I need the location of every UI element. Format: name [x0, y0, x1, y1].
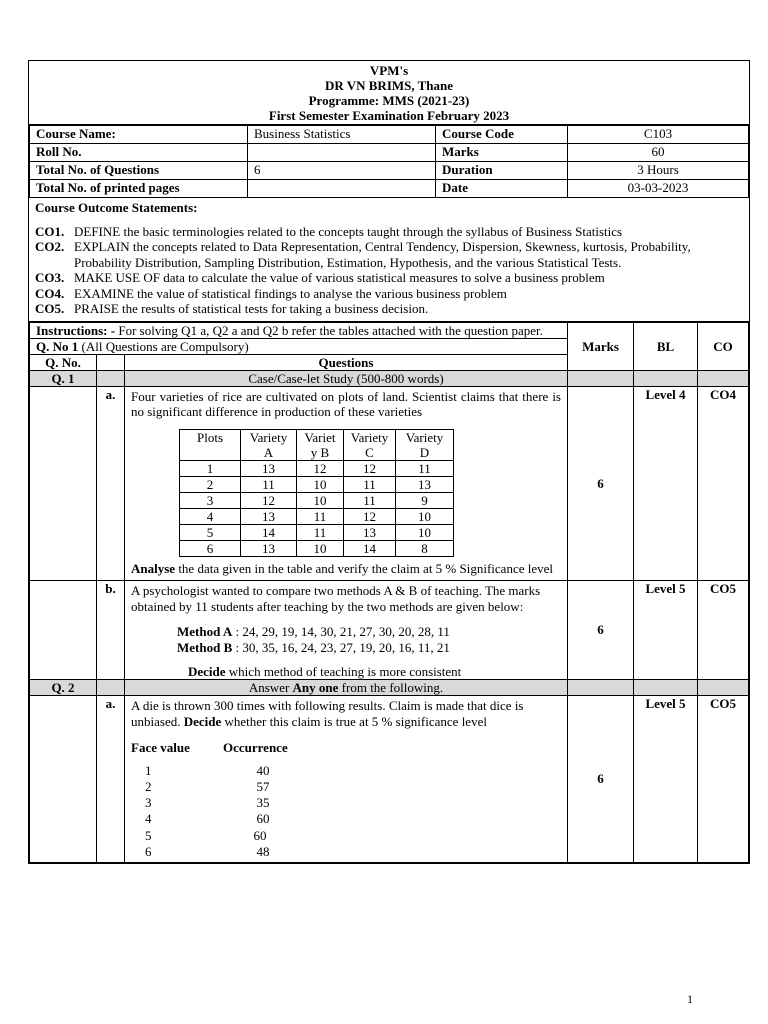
outcome-text: MAKE USE OF data to calculate the value of various statistical measures to solve a business problem: [74, 270, 605, 285]
outcome-item: [35, 270, 743, 286]
list-item: 3 35: [145, 795, 270, 811]
roll-no-label: Roll No.: [30, 144, 248, 162]
list-item: 1 40: [145, 762, 270, 778]
total-questions-value: 6: [248, 162, 436, 180]
q1b-question: [125, 580, 568, 679]
q1b-bl: Level 5: [634, 580, 698, 679]
outcome-text: DEFINE the basic terminologies related to the concepts taught through the syllabus of Business Statistics: [74, 223, 623, 239]
table-row: 4 13 11 12 10: [180, 508, 454, 524]
header-variety-d: Variety D: [396, 429, 454, 460]
q1a-question: [125, 386, 568, 580]
table-row: 3 12 10 11 9: [180, 492, 454, 508]
q1b-text: A psychologist wanted to compare two methods A & B of teaching. The marks obtained by 11 students after teaching by the two methods are given below:: [131, 582, 541, 614]
q2-label: Q. 2: [30, 679, 97, 695]
q1a-bl: Level 4: [634, 386, 698, 580]
instructions-text: For solving Q1 a, Q2 a and Q2 b refer the tables attached with the question paper.: [118, 322, 543, 338]
outcome-text: EXAMINE the value of statistical findings to analyse the various business problem: [74, 285, 507, 301]
q1-label: Q. 1: [30, 370, 97, 386]
col-header-bl: BL: [634, 322, 698, 370]
outcome-text: EXPLAIN the concepts related to Data Representation, Central Tendency, Dispersion, Skewness, kurtosis, Probability, Probability Distribution, Sampling Distribution, Estimation, Hypothesis, and the various Statistical Tests.: [74, 239, 691, 270]
q1a-label: a.: [97, 386, 125, 580]
outcome-item: [35, 239, 743, 270]
q2a-question: [125, 695, 568, 863]
q1-bl-empty: [634, 370, 698, 386]
course-outcomes: [29, 198, 749, 322]
roll-no-value: [248, 144, 436, 162]
list-item: 6 48: [145, 843, 270, 859]
q2-sub-empty: [97, 679, 125, 695]
duration-label: Duration: [436, 162, 568, 180]
q1b-qno-empty: [30, 580, 97, 679]
q2a-marks: 6: [568, 695, 634, 863]
q1a-qno-empty: [30, 386, 97, 580]
outcome-label: CO1.: [35, 223, 65, 239]
col-header-co: CO: [698, 322, 749, 370]
questions-table: [29, 322, 749, 864]
q1b-marks: 6: [568, 580, 634, 679]
course-name-label: Course Name:: [30, 126, 248, 144]
date-label: Date: [436, 180, 568, 198]
rice-varieties-table: [179, 429, 454, 557]
col-header-marks: Marks: [568, 322, 634, 370]
instructions-label: Instructions: -: [36, 322, 116, 338]
q1a-instruction: Analyse the data given in the table and verify the claim at 5 % Significance level: [131, 560, 554, 576]
header-exam-title: First Semester Examination February 2023: [268, 108, 510, 123]
q2a-qno-empty: [30, 695, 97, 863]
header-variety-a: Variety A: [241, 429, 297, 460]
q2-co-empty: [698, 679, 749, 695]
printed-pages-value: [248, 180, 436, 198]
q-no1-note: [30, 338, 568, 354]
q1a-marks: 6: [568, 386, 634, 580]
table-row: 5 14 11 13 10: [180, 524, 454, 540]
page-number: 1: [687, 992, 693, 1006]
q1b-co: CO5: [698, 580, 749, 679]
printed-pages-label: Total No. of printed pages: [30, 180, 248, 198]
course-info-table: [29, 125, 749, 198]
header-programme: Programme: MMS (2021-23): [308, 93, 470, 108]
table-header-row: [180, 429, 454, 460]
outcome-label: CO4.: [35, 285, 65, 301]
outcome-item: [35, 286, 743, 302]
col-header-qno: Q. No.: [30, 354, 97, 370]
list-item: 2 57: [145, 778, 270, 794]
col-header-questions: Questions: [125, 354, 568, 370]
method-b: Method B : 30, 35, 16, 24, 23, 27, 19, 20, 16, 11, 21: [177, 639, 450, 655]
outcome-text: PRAISE the results of statistical tests for taking a business decision.: [74, 301, 429, 316]
table-row: 6 13 10 14 8: [180, 540, 454, 556]
q1-marks-empty: [568, 370, 634, 386]
q-no1-label: Q. No 1: [36, 338, 79, 354]
q2a-text: A die is thrown 300 times with following results. Claim is made that dice is unbiased. Decide whether this claim is true at 5 % significance level: [131, 697, 524, 729]
header-institute-short: VPM's: [369, 63, 409, 78]
q1-sub-empty: [97, 370, 125, 386]
outcome-item: [35, 224, 743, 240]
course-code-value: C103: [568, 126, 749, 144]
course-name-value: Business Statistics: [248, 126, 436, 144]
exam-paper: [28, 60, 750, 864]
list-item: 4 60: [145, 811, 270, 827]
total-questions-label: Total No. of Questions: [30, 162, 248, 180]
method-a: Method A : 24, 29, 19, 14, 30, 21, 27, 30, 20, 28, 11: [177, 623, 450, 639]
instructions: [30, 322, 568, 338]
table-row: 2 11 10 11 13: [180, 476, 454, 492]
q-no1-text: (All Questions are Compulsory): [81, 338, 249, 354]
q1b-label: b.: [97, 580, 125, 679]
header-variety-b: Variet y B: [297, 429, 344, 460]
header-variety-c: Variety C: [344, 429, 396, 460]
course-code-label: Course Code: [436, 126, 568, 144]
table-row: 1 13 12 12 11: [180, 460, 454, 476]
list-item: 5 60: [145, 827, 267, 843]
q2-marks-empty: [568, 679, 634, 695]
q1-co-empty: [698, 370, 749, 386]
col-header-sub: [97, 354, 125, 370]
q1a-text: Four varieties of rice are cultivated on plots of land. Scientist claims that there is no significant difference in production of these varieties: [131, 388, 561, 419]
q2a-co: CO5: [698, 695, 749, 863]
header-institute: DR VN BRIMS, Thane: [324, 78, 454, 93]
outcome-label: CO3.: [35, 270, 65, 285]
q2a-label: a.: [97, 695, 125, 863]
outcome-item: [35, 301, 743, 317]
duration-value: 3 Hours: [568, 162, 749, 180]
die-table-header: Face value Occurrence: [131, 739, 288, 755]
course-outcomes-title: Course Outcome Statements:: [35, 200, 198, 215]
marks-label: Marks: [436, 144, 568, 162]
marks-value: 60: [568, 144, 749, 162]
header-plots: Plots: [180, 429, 241, 460]
q1a-co: CO4: [698, 386, 749, 580]
outcome-label: CO2.: [35, 239, 65, 254]
exam-header: [29, 61, 749, 125]
q1-title: Case/Case-let Study (500-800 words): [125, 370, 568, 386]
q2-title: Answer Any one from the following.: [125, 679, 568, 695]
q1b-instruction: Decide which method of teaching is more consistent: [188, 663, 462, 679]
outcome-label: CO5.: [35, 301, 65, 316]
q2a-bl: Level 5: [634, 695, 698, 863]
die-results-table: [131, 740, 561, 861]
date-value: 03-03-2023: [568, 180, 749, 198]
q2-bl-empty: [634, 679, 698, 695]
